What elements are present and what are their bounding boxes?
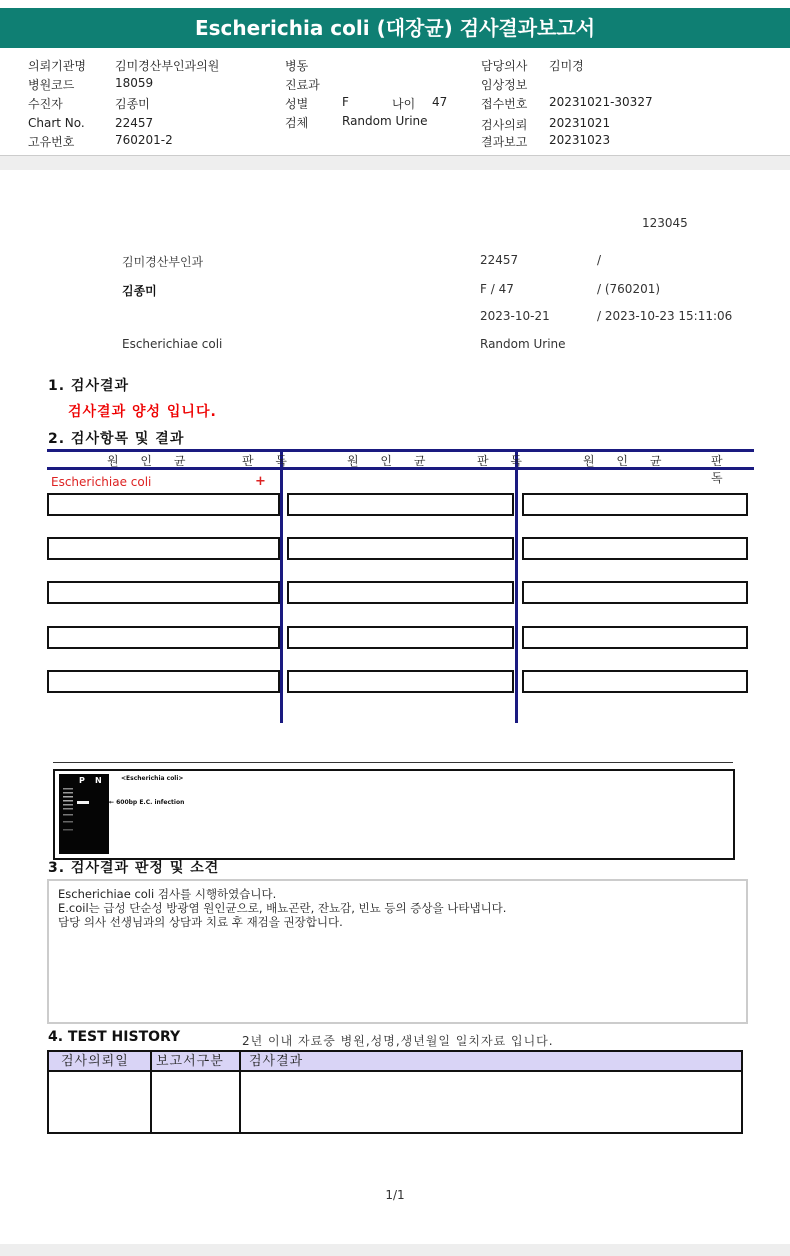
- age-label: 나이: [392, 97, 416, 111]
- result-pathogen: Escherichiae coli: [51, 475, 152, 489]
- gel-title: <Escherichia coli>: [121, 775, 184, 782]
- history-col-date: 검사의뢰일: [49, 1052, 151, 1072]
- result-cell: [47, 626, 280, 649]
- col2-judgement-header: 판 독: [477, 454, 531, 468]
- request-value: 20231021: [549, 116, 611, 130]
- body-birth: / (760201): [597, 282, 661, 296]
- comment-box: [47, 879, 748, 1024]
- comment-line-1: Escherichiae coli 검사를 시행하였습니다.: [58, 887, 277, 901]
- gel-lane-n: N: [95, 776, 102, 785]
- clinical-label: 임상정보: [481, 78, 528, 92]
- section1-title: 1. 검사결과: [48, 378, 130, 394]
- col3-judgement-header: 판 독: [711, 454, 732, 485]
- result-cell: [287, 493, 514, 516]
- result-cell: [287, 626, 514, 649]
- footer-bar: [0, 1244, 790, 1256]
- result-cell: [47, 537, 280, 560]
- id-value: 760201-2: [115, 133, 173, 147]
- patient-label: 수진자: [28, 97, 63, 111]
- comment-line-2: E.coil는 급성 단순성 방광염 원인균으로, 배뇨곤란, 잔뇨감, 빈뇨 등의 증상을 나타냅니다.: [58, 901, 507, 915]
- gel-lane-p: P: [79, 776, 85, 785]
- col3-pathogen-header: 원 인 균: [583, 454, 671, 468]
- comment-line-3: 담당 의사 선생님과의 상담과 치료 후 재검을 권장합니다.: [58, 915, 343, 929]
- col2-pathogen-header: 원 인 균: [347, 454, 435, 468]
- gel-image: [59, 774, 109, 854]
- report-label: 결과보고: [481, 135, 528, 149]
- report-title: Escherichia coli (대장균) 검사결과보고서: [0, 8, 790, 48]
- result-cell: [522, 626, 748, 649]
- hospital-value: 김미경산부인과의원: [115, 59, 220, 73]
- chart-value: 22457: [115, 116, 154, 130]
- gel-bands: [59, 774, 109, 854]
- body-report-datetime: / 2023-10-23 15:11:06: [597, 309, 733, 323]
- request-label: 검사의뢰: [481, 118, 528, 132]
- history-col-type: 보고서구분: [152, 1052, 240, 1072]
- specimen-label: 검체: [285, 116, 309, 130]
- receipt-label: 접수번호: [481, 97, 528, 111]
- gel-annotation: ← 600bp E.C. infection: [109, 799, 185, 806]
- report-value: 20231023: [549, 133, 611, 147]
- body-sex-age: F / 47: [480, 282, 514, 296]
- code-value: 18059: [115, 76, 154, 90]
- result-grid: [47, 449, 754, 723]
- result-cell: [47, 670, 280, 693]
- body-hospital: 김미경산부인과: [122, 255, 204, 269]
- sex-label: 성별: [285, 97, 309, 111]
- id-label: 고유번호: [28, 135, 75, 149]
- grid-divider-1: [280, 449, 283, 723]
- history-col-result: 검사결과: [241, 1052, 741, 1072]
- page-number: 1/1: [385, 1188, 405, 1202]
- result-judgement: +: [255, 474, 266, 489]
- result-cell: [522, 493, 748, 516]
- result-cell: [522, 581, 748, 604]
- history-divider-2: [239, 1052, 241, 1132]
- body-chart: 22457: [480, 253, 519, 267]
- dept-label: 진료과: [285, 78, 320, 92]
- result-cell: [47, 581, 280, 604]
- ward-label: 병동: [285, 59, 309, 73]
- hospital-label: 의뢰기관명: [28, 59, 86, 73]
- header-divider: [0, 155, 790, 170]
- body-specimen: Random Urine: [480, 337, 566, 351]
- code-label: 병원코드: [28, 78, 75, 92]
- col1-judgement-header: 판 독: [242, 454, 296, 468]
- age-value: 47: [432, 95, 448, 109]
- body-patient: 김종미: [122, 284, 157, 298]
- body-slash: /: [597, 253, 602, 267]
- history-table: [47, 1050, 743, 1134]
- result-cell: [287, 537, 514, 560]
- section2-title: 2. 검사항목 및 결과: [48, 431, 185, 447]
- chart-label: Chart No.: [28, 116, 85, 130]
- col1-pathogen-header: 원 인 균: [107, 454, 195, 468]
- patient-value: 김종미: [115, 97, 150, 111]
- section3-title: 3. 검사결과 판정 및 소견: [48, 860, 220, 876]
- result-cell: [47, 493, 280, 516]
- result-cell: [287, 670, 514, 693]
- result-cell: [287, 581, 514, 604]
- report-number: 123045: [642, 216, 688, 230]
- section4-title: 4. TEST HISTORY: [48, 1029, 181, 1045]
- section4-note: 2년 이내 자료중 병원,성명,생년월일 일치자료 입니다.: [242, 1034, 554, 1048]
- result-cell: [522, 537, 748, 560]
- gel-panel: [53, 769, 735, 860]
- body-request-date: 2023-10-21: [480, 309, 550, 323]
- section1-result: 검사결과 양성 입니다.: [68, 404, 217, 420]
- gel-top-line: [53, 762, 733, 763]
- grid-divider-2: [515, 449, 518, 723]
- sex-value: F: [342, 95, 349, 109]
- doctor-label: 담당의사: [481, 59, 528, 73]
- doctor-value: 김미경: [549, 59, 584, 73]
- body-test-name: Escherichiae coli: [122, 337, 223, 351]
- specimen-value: Random Urine: [342, 114, 428, 128]
- result-cell: [522, 670, 748, 693]
- history-divider-1: [150, 1052, 152, 1132]
- receipt-value: 20231021-30327: [549, 95, 653, 109]
